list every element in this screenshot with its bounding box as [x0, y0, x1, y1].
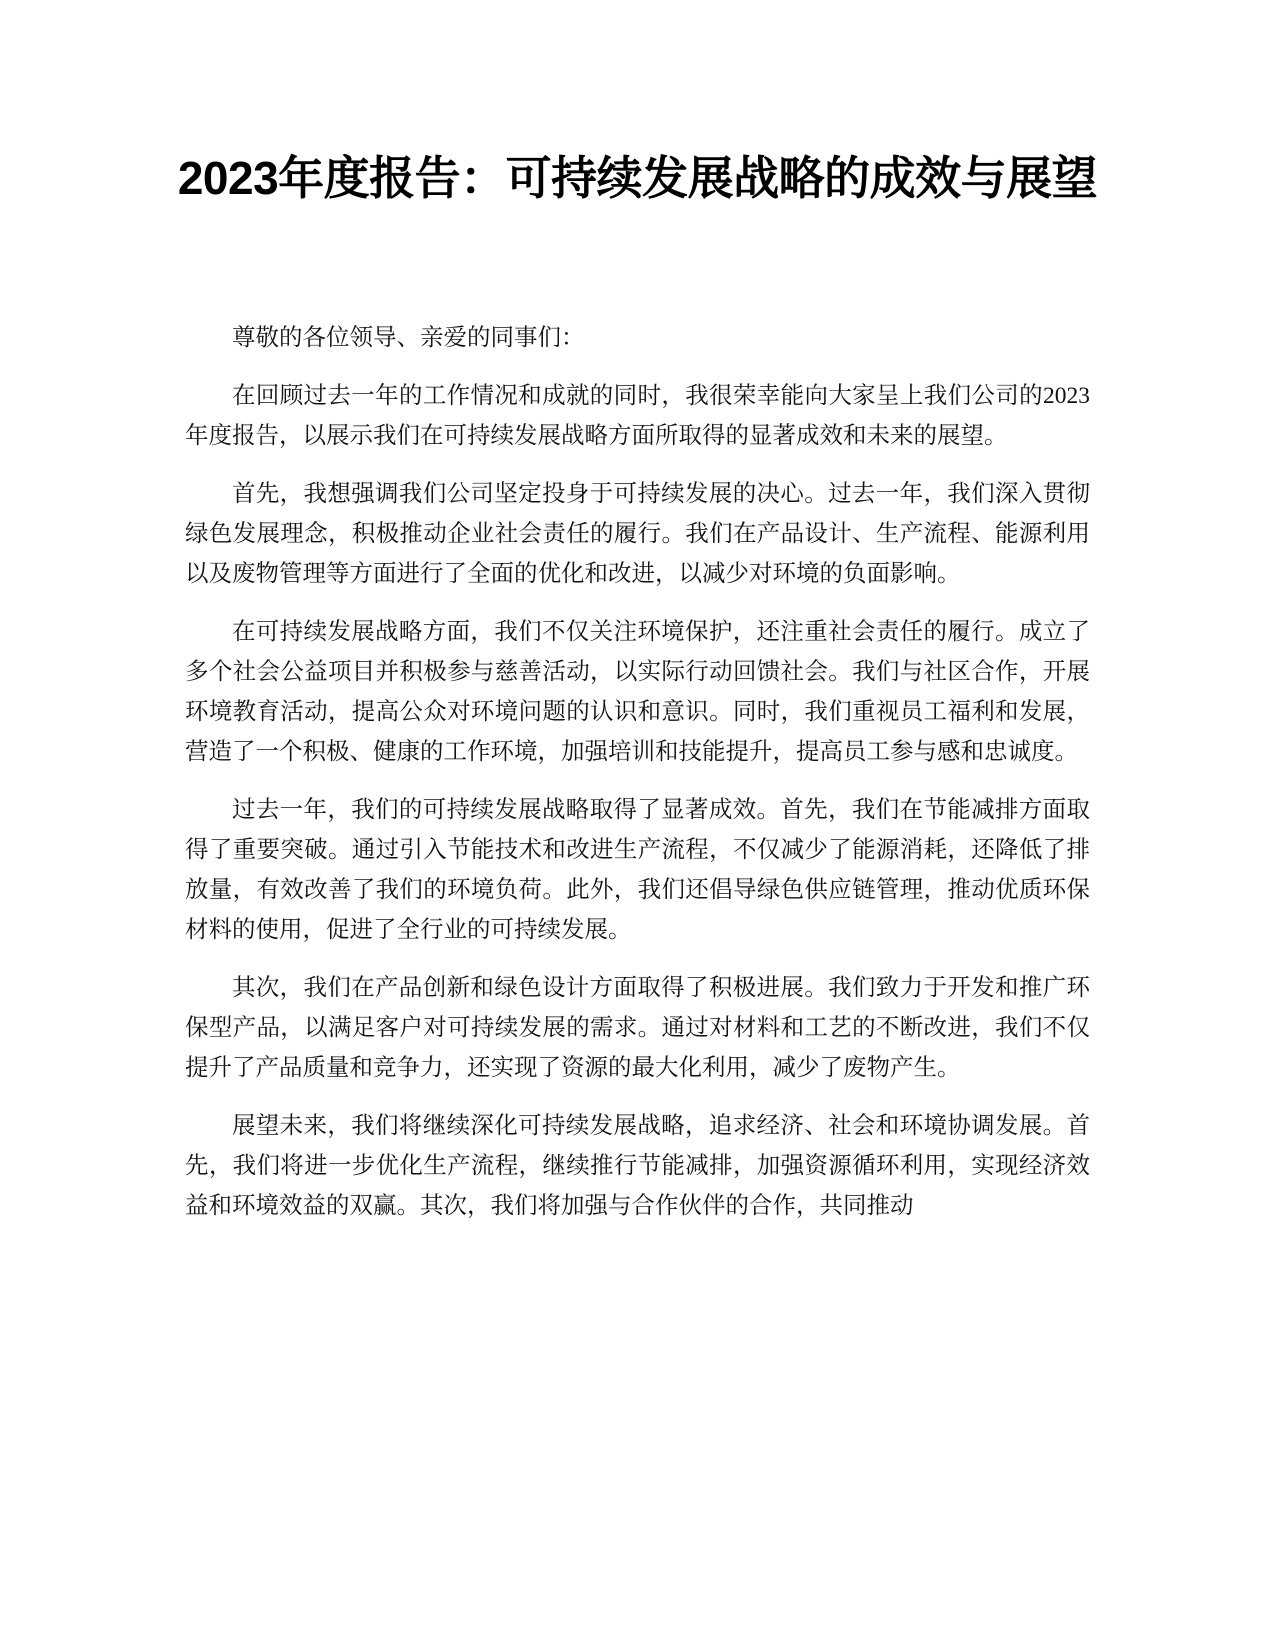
paragraph-intro: 在回顾过去一年的工作情况和成就的同时，我很荣幸能向大家呈上我们公司的2023年度报告，以展示我们在可持续发展战略方面所取得的显著成效和未来的展望。 — [185, 383, 1090, 449]
paragraph-product-innovation: 其次，我们在产品创新和绿色设计方面取得了积极进展。我们致力于开发和推广环保型产品，以满足客户对可持续发展的需求。通过对材料和工艺的不断改进，我们不仅提升了产品质量和竞争力，还实现了资源的最大化利用，减少了废物产生。 — [185, 975, 1090, 1081]
paragraph-salutation: 尊敬的各位领导、亲爱的同事们： — [232, 325, 585, 351]
paragraph-outlook: 展望未来，我们将继续深化可持续发展战略，追求经济、社会和环境协调发展。首先，我们将进一步优化生产流程，继续推行节能减排，加强资源循环利用，实现经济效益和环境效益的双赢。其次，我们将加强与合作伙伴的合作，共同推动 — [185, 1113, 1090, 1219]
document-body — [185, 318, 1090, 1244]
paragraph-social-responsibility: 在可持续发展战略方面，我们不仅关注环境保护，还注重社会责任的履行。成立了多个社会公益项目并积极参与慈善活动，以实际行动回馈社会。我们与社区合作，开展环境教育活动，提高公众对环境问题的认识和意识。同时，我们重视员工福利和发展，营造了一个积极、健康的工作环境，加强培训和技能提升，提高员工参与感和忠诚度。 — [185, 619, 1090, 765]
paragraph-achievements: 过去一年，我们的可持续发展战略取得了显著成效。首先，我们在节能减排方面取得了重要突破。通过引入节能技术和改进生产流程，不仅减少了能源消耗，还降低了排放量，有效改善了我们的环境负荷。此外，我们还倡导绿色供应链管理，推动优质环保材料的使用，促进了全行业的可持续发展。 — [185, 797, 1090, 943]
document-title: 2023年度报告：可持续发展战略的成效与展望 — [177, 152, 1098, 204]
paragraph-commitment: 首先，我想强调我们公司坚定投身于可持续发展的决心。过去一年，我们深入贯彻绿色发展理念，积极推动企业社会责任的履行。我们在产品设计、生产流程、能源利用以及废物管理等方面进行了全面的优化和改进，以减少对环境的负面影响。 — [185, 481, 1090, 587]
